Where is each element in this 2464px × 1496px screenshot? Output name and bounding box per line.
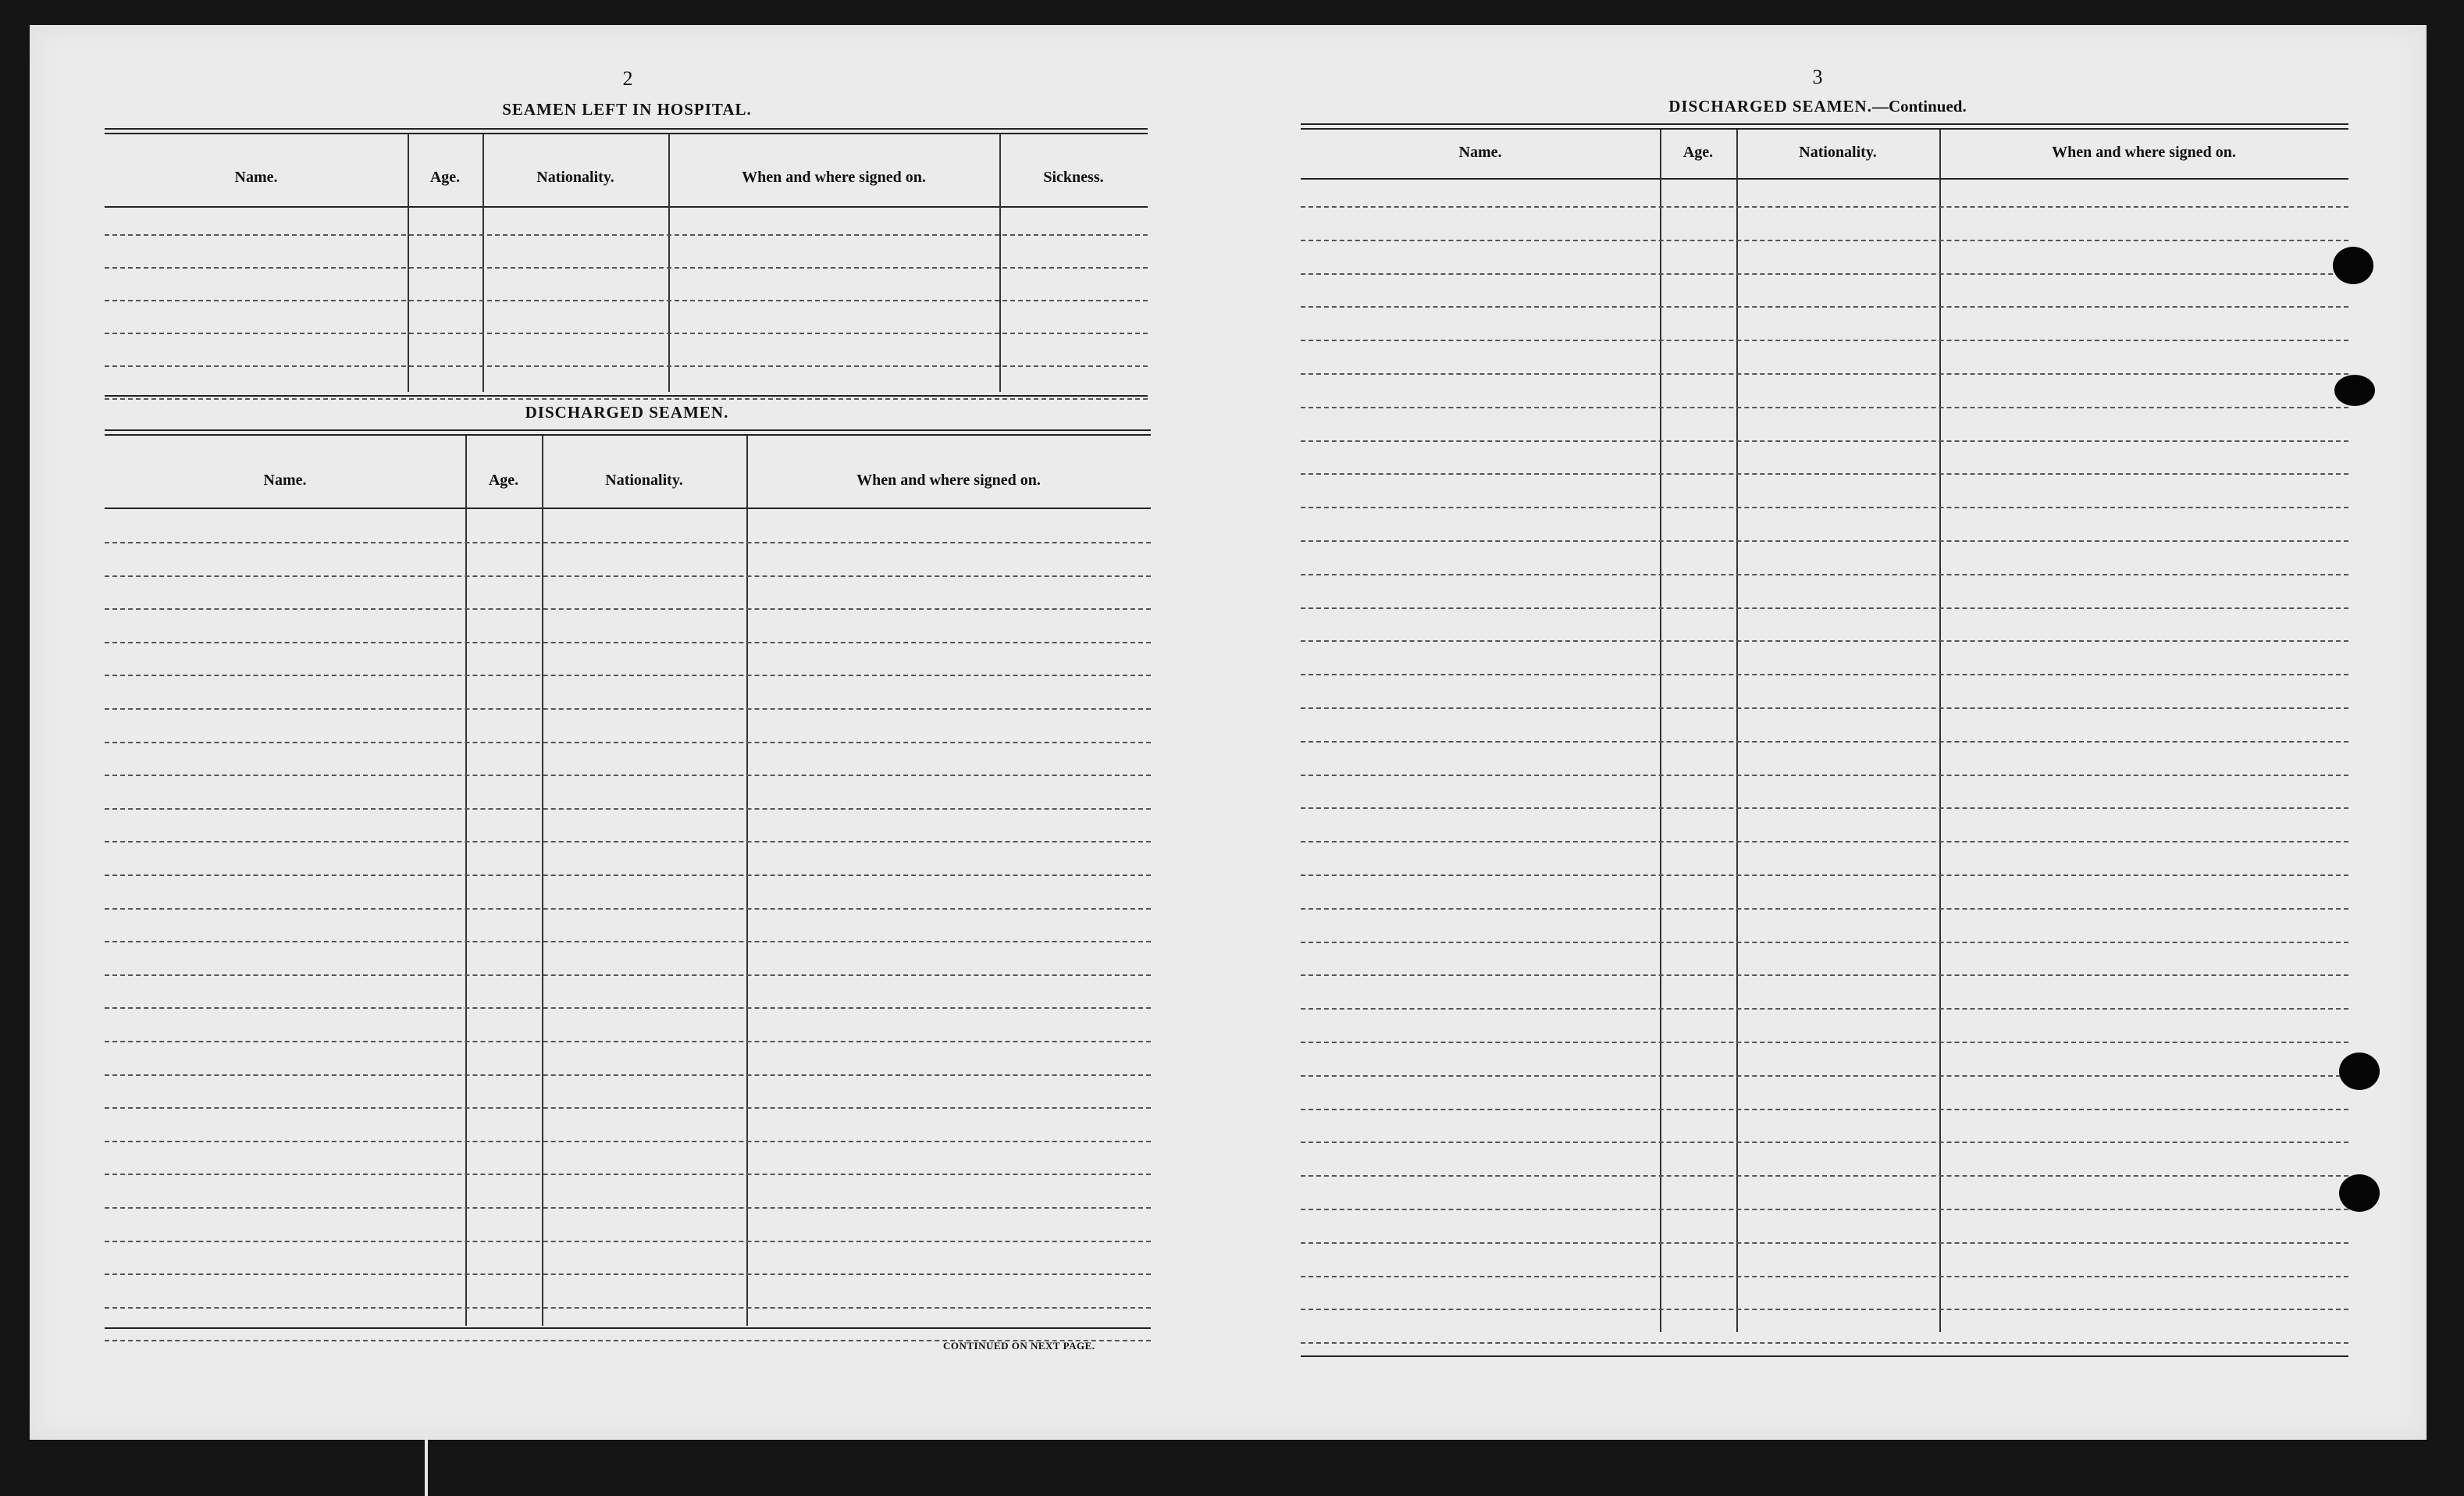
discharged-left-header-rule bbox=[105, 508, 1151, 509]
discharged-left-divider bbox=[465, 436, 467, 1326]
discharged-section-title-left: DISCHARGED SEAMEN. bbox=[525, 403, 729, 422]
discharged-table-right bbox=[1301, 123, 2348, 1357]
table-row[interactable] bbox=[1301, 1276, 2348, 1277]
binder-hole bbox=[2333, 247, 2373, 284]
discharged-left-col-signed-on: When and where signed on. bbox=[856, 472, 1041, 489]
table-row[interactable] bbox=[1301, 507, 2348, 508]
table-row[interactable] bbox=[1301, 974, 2348, 976]
table-row[interactable] bbox=[1301, 841, 2348, 842]
continued-note: CONTINUED ON NEXT PAGE. bbox=[943, 1340, 1095, 1352]
table-row[interactable] bbox=[1301, 775, 2348, 776]
discharged-right-bottom-rule bbox=[1301, 1355, 2348, 1357]
table-row[interactable] bbox=[1301, 707, 2348, 709]
table-row[interactable] bbox=[1301, 1008, 2348, 1010]
table-row[interactable] bbox=[1301, 440, 2348, 442]
table-row[interactable] bbox=[1301, 1109, 2348, 1110]
table-row[interactable] bbox=[1301, 373, 2348, 375]
table-row[interactable] bbox=[105, 542, 1151, 543]
hospital-col-nationality: Nationality. bbox=[536, 169, 614, 186]
discharged-left-col-nationality: Nationality. bbox=[605, 472, 683, 489]
table-row[interactable] bbox=[105, 365, 1148, 367]
table-row[interactable] bbox=[105, 808, 1151, 810]
discharged-right-divider bbox=[1939, 130, 1941, 1332]
table-row[interactable] bbox=[1301, 1075, 2348, 1077]
table-row[interactable] bbox=[1301, 1042, 2348, 1043]
table-row[interactable] bbox=[105, 398, 1148, 400]
table-row[interactable] bbox=[1301, 273, 2348, 275]
table-row[interactable] bbox=[1301, 206, 2348, 208]
table-row[interactable] bbox=[105, 608, 1151, 610]
discharged-left-bottom-rule bbox=[105, 1327, 1151, 1329]
table-row[interactable] bbox=[1301, 674, 2348, 675]
table-row[interactable] bbox=[1301, 607, 2348, 609]
hospital-bottom-rule bbox=[105, 395, 1148, 397]
table-row[interactable] bbox=[1301, 1142, 2348, 1143]
discharged-right-col-age: Age. bbox=[1682, 144, 1714, 161]
discharged-right-header-rule bbox=[1301, 178, 2348, 180]
table-row[interactable] bbox=[1301, 574, 2348, 575]
table-row[interactable] bbox=[1301, 807, 2348, 809]
table-row[interactable] bbox=[105, 267, 1148, 269]
discharged-left-divider bbox=[746, 436, 748, 1326]
table-row[interactable] bbox=[105, 1241, 1151, 1242]
table-row[interactable] bbox=[105, 642, 1151, 643]
hospital-col-name: Name. bbox=[234, 169, 278, 186]
table-row[interactable] bbox=[105, 1273, 1151, 1275]
scan-edge-mark bbox=[425, 1440, 428, 1496]
discharged-left-divider bbox=[542, 436, 543, 1326]
table-row[interactable] bbox=[1301, 942, 2348, 943]
table-row[interactable] bbox=[105, 874, 1151, 876]
table-row[interactable] bbox=[105, 974, 1151, 976]
hospital-col-sickness: Sickness. bbox=[1043, 169, 1104, 186]
table-row[interactable] bbox=[105, 575, 1151, 577]
discharged-section-title-right bbox=[1583, 97, 2052, 116]
table-row[interactable] bbox=[1301, 908, 2348, 910]
hospital-section-title: SEAMEN LEFT IN HOSPITAL. bbox=[502, 100, 752, 119]
hospital-col-age: Age. bbox=[429, 169, 461, 186]
table-row[interactable] bbox=[105, 1041, 1151, 1042]
table-row[interactable] bbox=[105, 1107, 1151, 1109]
table-row[interactable] bbox=[1301, 306, 2348, 308]
form-paper bbox=[30, 25, 2427, 1440]
binder-hole bbox=[2334, 375, 2375, 406]
table-row[interactable] bbox=[1301, 1242, 2348, 1244]
hospital-top-rule bbox=[105, 128, 1148, 134]
table-row[interactable] bbox=[1301, 1209, 2348, 1210]
table-row[interactable] bbox=[105, 908, 1151, 910]
discharged-right-top-rule bbox=[1301, 123, 2348, 130]
table-row[interactable] bbox=[105, 775, 1151, 776]
table-row[interactable] bbox=[1301, 1342, 2348, 1344]
table-row[interactable] bbox=[1301, 1309, 2348, 1310]
table-row[interactable] bbox=[105, 941, 1151, 942]
discharged-right-title-suffix: —Continued. bbox=[1871, 97, 1967, 116]
table-row[interactable] bbox=[1301, 874, 2348, 876]
discharged-table-left bbox=[105, 429, 1151, 1351]
discharged-right-title-text: DISCHARGED SEAMEN. bbox=[1668, 97, 1872, 116]
table-row[interactable] bbox=[105, 1074, 1151, 1076]
table-row[interactable] bbox=[105, 234, 1148, 236]
discharged-right-col-signed-on: When and where signed on. bbox=[2052, 144, 2236, 161]
hospital-header-rule bbox=[105, 206, 1148, 208]
hospital-divider bbox=[668, 134, 670, 392]
table-row[interactable] bbox=[1301, 240, 2348, 241]
table-row[interactable] bbox=[105, 300, 1148, 301]
discharged-right-col-name: Name. bbox=[1458, 144, 1502, 161]
hospital-divider bbox=[999, 134, 1001, 392]
hospital-col-signed-on: When and where signed on. bbox=[742, 169, 926, 186]
table-row[interactable] bbox=[105, 1174, 1151, 1175]
page-number-left: 2 bbox=[622, 67, 633, 90]
table-row[interactable] bbox=[1301, 340, 2348, 341]
table-row[interactable] bbox=[1301, 473, 2348, 475]
binder-hole bbox=[2339, 1053, 2380, 1090]
table-row[interactable] bbox=[1301, 540, 2348, 542]
table-row[interactable] bbox=[1301, 407, 2348, 408]
table-row[interactable] bbox=[105, 1141, 1151, 1142]
table-row[interactable] bbox=[1301, 1175, 2348, 1177]
table-row[interactable] bbox=[105, 1307, 1151, 1309]
table-row[interactable] bbox=[105, 742, 1151, 743]
table-row[interactable] bbox=[105, 675, 1151, 676]
binder-hole bbox=[2339, 1174, 2380, 1212]
hospital-divider bbox=[408, 134, 409, 392]
discharged-right-divider bbox=[1736, 130, 1738, 1332]
discharged-right-divider bbox=[1660, 130, 1661, 1332]
hospital-divider bbox=[482, 134, 484, 392]
table-row[interactable] bbox=[1301, 640, 2348, 642]
table-row[interactable] bbox=[105, 708, 1151, 710]
page-number-right: 3 bbox=[1812, 66, 1823, 88]
table-row[interactable] bbox=[105, 333, 1148, 334]
table-row[interactable] bbox=[1301, 741, 2348, 743]
discharged-left-col-age: Age. bbox=[488, 472, 519, 489]
table-row[interactable] bbox=[105, 841, 1151, 842]
discharged-left-col-name: Name. bbox=[263, 472, 307, 489]
table-row[interactable] bbox=[105, 1207, 1151, 1209]
discharged-right-col-nationality: Nationality. bbox=[1799, 144, 1877, 161]
table-row[interactable] bbox=[105, 1007, 1151, 1009]
discharged-left-top-rule bbox=[105, 429, 1151, 436]
hospital-table bbox=[105, 128, 1148, 417]
